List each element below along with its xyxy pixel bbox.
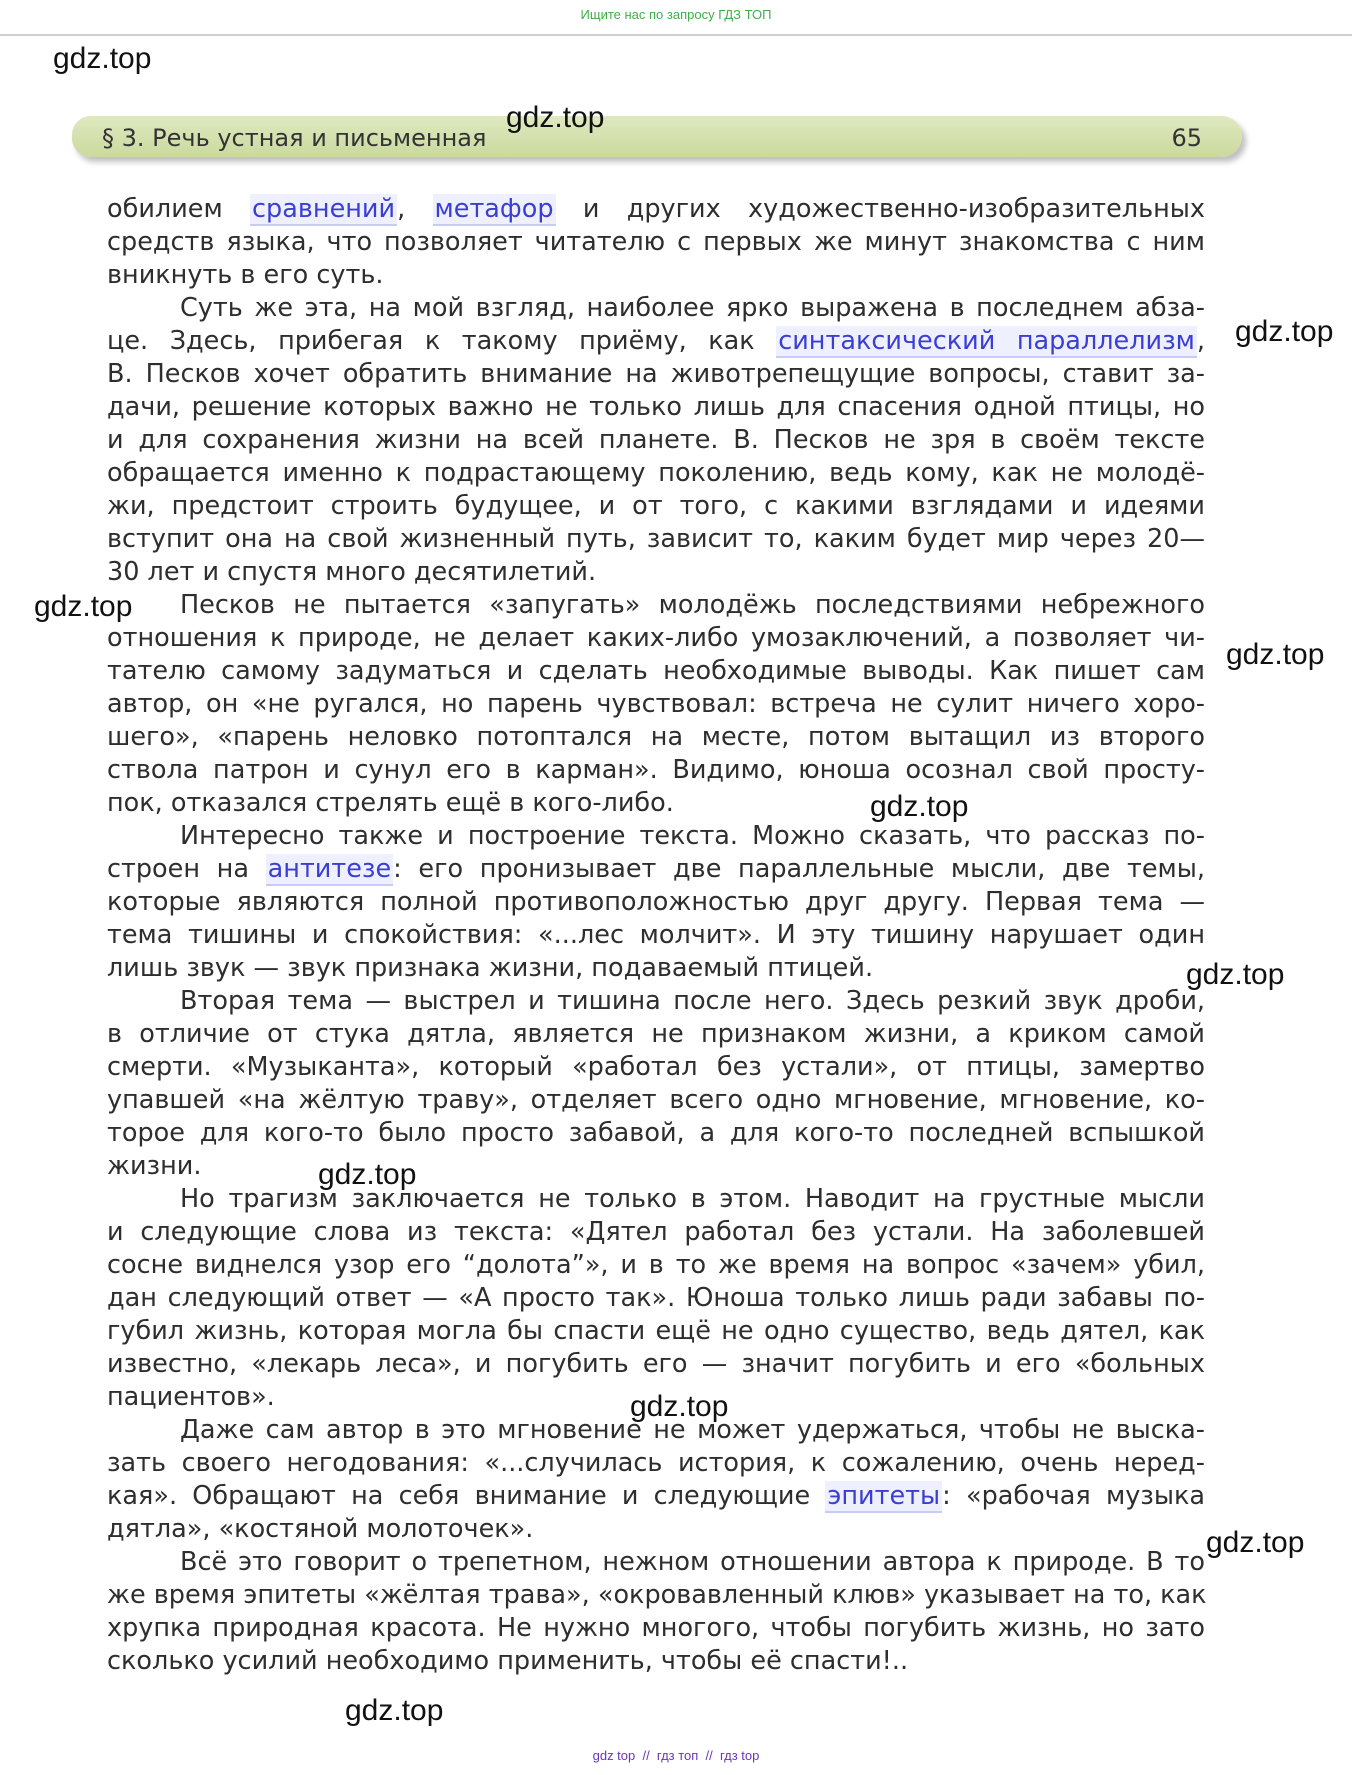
- term-link[interactable]: метафор: [434, 194, 554, 224]
- text-line: жизни.: [107, 1151, 202, 1181]
- watermark: gdz.top: [870, 790, 969, 823]
- text-line: автор, он «не ругался, но парень чувствовал: встреча не сулит ничего хоро-: [107, 689, 1205, 719]
- page-number: 65: [1171, 124, 1202, 152]
- footer-links: gdz top // гдз топ // гдз top: [592, 1748, 760, 1763]
- watermark: gdz.top: [630, 1390, 729, 1423]
- text-line: же время эпитеты «жёлтая трава», «окровавленный клюв» указывает на то, как: [107, 1580, 1207, 1610]
- text-line: Даже сам автор в это мгновение не может удержаться, чтобы не выска-: [180, 1415, 1205, 1445]
- watermark: gdz.top: [1235, 315, 1334, 348]
- text-line: и для сохранения жизни на всей планете. В. Песков не зря в своём тексте: [107, 425, 1205, 455]
- watermark: gdz.top: [34, 590, 133, 623]
- watermark: gdz.top: [53, 42, 152, 75]
- text-line: пок, отказался стрелять ещё в кого-либо.: [107, 788, 674, 818]
- term-link[interactable]: антитезе: [267, 854, 392, 884]
- text-line: тателю самому задуматься и сделать необходимые выводы. Как пишет сам: [107, 656, 1205, 686]
- watermark: gdz.top: [1186, 958, 1285, 991]
- text-line: лишь звук — звук признака жизни, подаваемый птицей.: [107, 953, 874, 983]
- text-line: це. Здесь, прибегая к такому приёму, как синтаксический параллелизм,: [107, 326, 1206, 356]
- term-link[interactable]: синтаксический параллелизм: [778, 326, 1195, 356]
- text-line: средств языка, что позволяет читателю с первых же минут знакомства с ним: [107, 227, 1205, 257]
- text-line: которые являются полной противоположностью друг другу. Первая тема —: [107, 887, 1205, 917]
- text-line: смерти. «Музыканта», который «работал без устали», от птицы, замертво: [107, 1052, 1205, 1082]
- text-line: сосне виднелся узор его “долота”», и в то же время на вопрос «зачем» убил,: [107, 1250, 1205, 1280]
- term-link[interactable]: сравнений: [252, 194, 396, 224]
- section-header-bar: [72, 116, 1242, 157]
- watermark: gdz.top: [506, 101, 605, 134]
- text-line: вступит она на свой жизненный путь, зависит то, каким будет мир через 20—: [107, 524, 1205, 554]
- watermark: gdz.top: [345, 1694, 444, 1727]
- text-line: известно, «лекарь леса», и погубить его — значит погубить и его «больных: [107, 1349, 1205, 1379]
- text-line: пациентов».: [107, 1382, 275, 1412]
- text-line: строен на антитезе: его пронизывает две параллельные мысли, две темы,: [107, 854, 1205, 884]
- section-title: § 3. Речь устная и письменная: [102, 124, 487, 152]
- text-line: обилием сравнений, метафор и других художественно-изобразительных: [107, 194, 1206, 224]
- text-line: дачи, решение которых важно не только лишь для спасения одной птицы, но: [107, 392, 1205, 422]
- text-line: Но трагизм заключается не только в этом. Наводит на грустные мысли: [180, 1184, 1205, 1214]
- top-banner: Ищите нас по запросу ГДЗ ТОП: [0, 0, 1352, 36]
- text-line: зать своего негодования: «...случилась история, к сожалению, очень неред-: [107, 1448, 1205, 1478]
- text-line: дятла», «костяной молоточек».: [107, 1514, 534, 1544]
- text-line: 30 лет и спустя много десятилетий.: [107, 557, 597, 587]
- text-line: Суть же эта, на мой взгляд, наиболее ярко выражена в последнем абза-: [180, 293, 1205, 323]
- text-line: сколько усилий необходимо применить, чтобы её спасти!..: [107, 1646, 909, 1676]
- text-line: губил жизнь, которая могла бы спасти ещё не одно существо, ведь дятел, как: [107, 1316, 1205, 1346]
- text-line: кая». Обращают на себя внимание и следующие эпитеты: «рабочая музыка: [107, 1481, 1206, 1511]
- text-line: обращается именно к подрастающему поколению, ведь кому, как не молодё-: [107, 458, 1205, 488]
- text-line: в отличие от стука дятла, является не признаком жизни, а криком самой: [107, 1019, 1205, 1049]
- term-link[interactable]: эпитеты: [827, 1481, 941, 1511]
- text-line: В. Песков хочет обратить внимание на животрепещущие вопросы, ставит за-: [107, 359, 1205, 389]
- text-line: Вторая тема — выстрел и тишина после него. Здесь резкий звук дроби,: [180, 986, 1205, 1016]
- text-line: и следующие слова из текста: «Дятел работал без устали. На заболевшей: [107, 1217, 1205, 1247]
- text-line: упавшей «на жёлтую траву», отделяет всего одно мгновение, мгновение, ко-: [107, 1085, 1205, 1115]
- text-line: ствола патрон и сунул его в карман». Видимо, юноша осознал свой просту-: [107, 755, 1205, 785]
- text-line: тема тишины и спокойствия: «...лес молчит». И эту тишину нарушает один: [107, 920, 1205, 950]
- text-line: торое для кого-то было просто забавой, а для кого-то последней вспышкой: [107, 1118, 1205, 1148]
- text-line: хрупка природная красота. Не нужно многого, чтобы погубить жизнь, но зато: [107, 1613, 1205, 1643]
- text-line: Песков не пытается «запугать» молодёжь последствиями небрежного: [180, 590, 1205, 620]
- watermark: gdz.top: [318, 1158, 417, 1191]
- text-line: жи, предстоит строить будущее, и от того, с какими взглядами и идеями: [107, 491, 1205, 521]
- text-line: шего», «парень неловко потоптался на месте, потом вытащил из второго: [107, 722, 1205, 752]
- text-line: отношения к природе, не делает каких-либо умозаключений, а позволяет чи-: [107, 623, 1205, 653]
- watermark: gdz.top: [1226, 638, 1325, 671]
- text-line: Интересно также и построение текста. Можно сказать, что рассказ по-: [180, 821, 1205, 851]
- text-line: дан следующий ответ — «А просто так». Юноша только лишь ради забавы по-: [107, 1283, 1205, 1313]
- text-line: вникнуть в его суть.: [107, 260, 384, 290]
- text-line: Всё это говорит о трепетном, нежном отношении автора к природе. В то: [180, 1547, 1205, 1577]
- watermark: gdz.top: [1206, 1526, 1305, 1559]
